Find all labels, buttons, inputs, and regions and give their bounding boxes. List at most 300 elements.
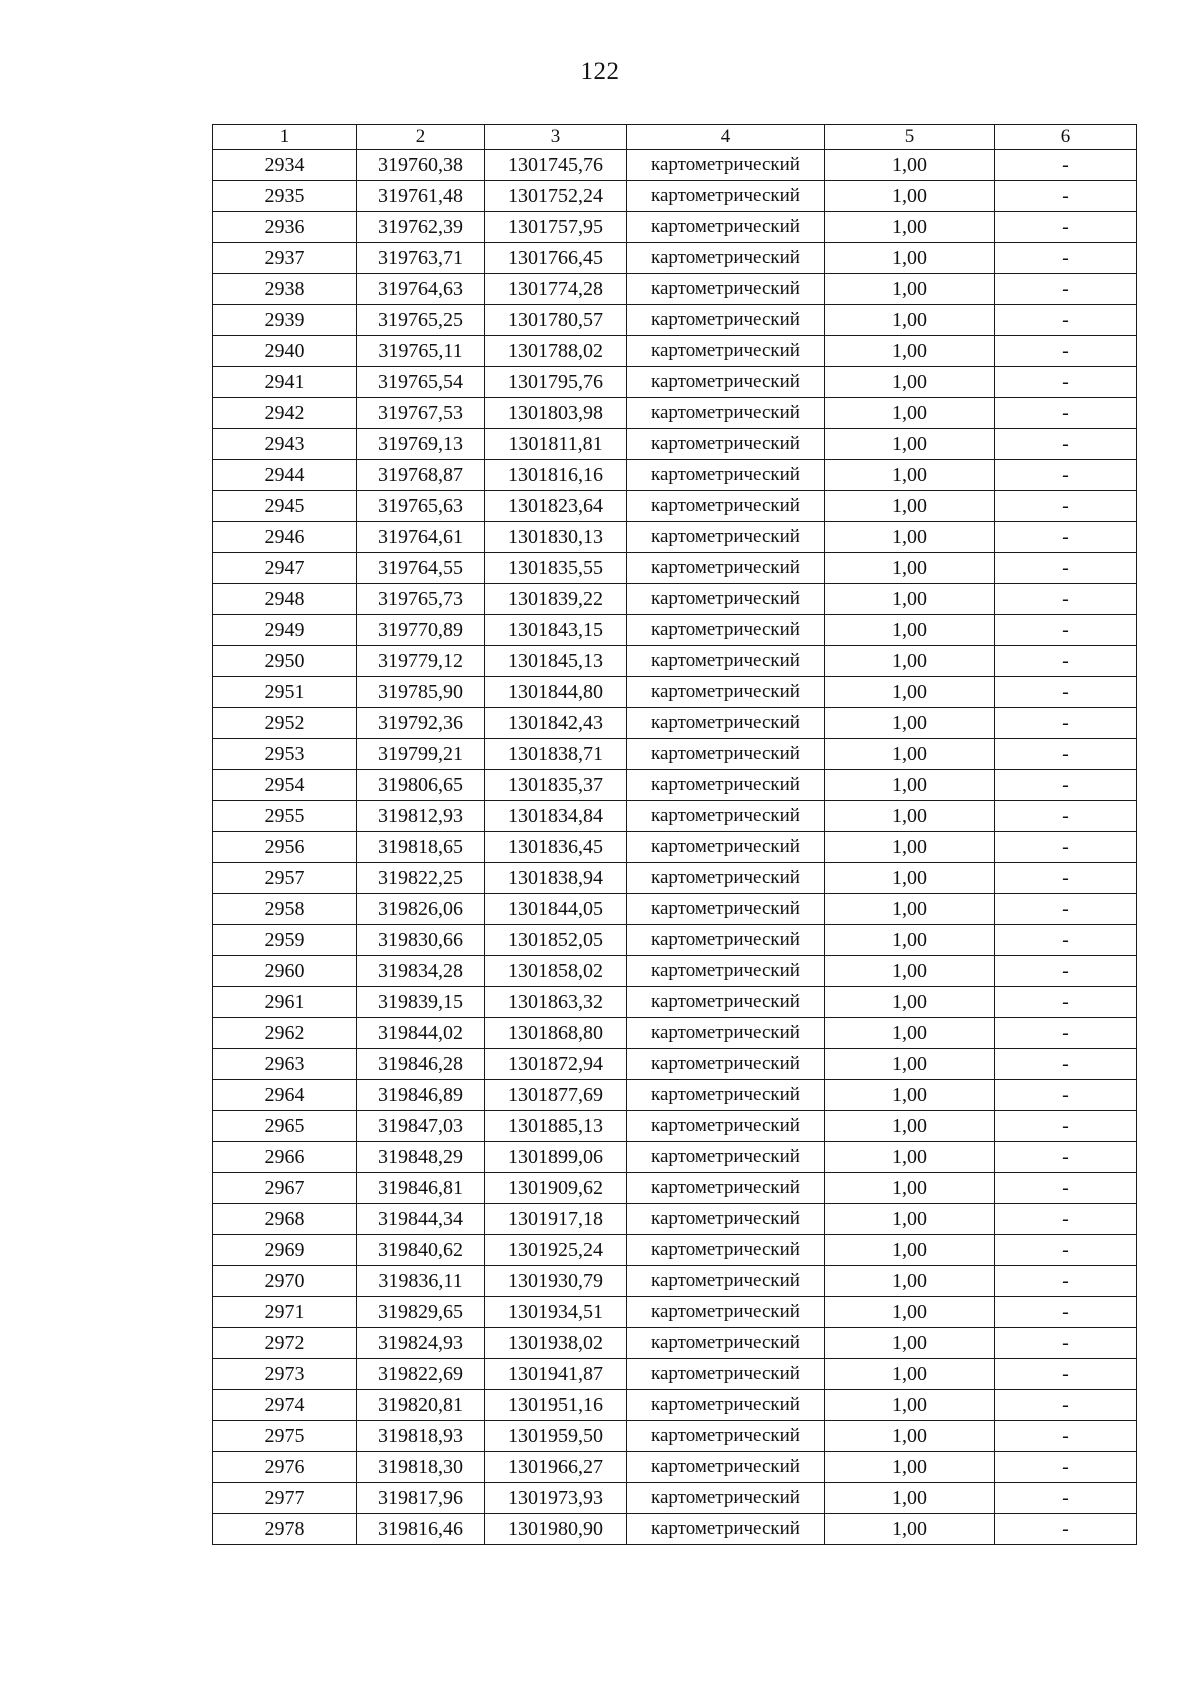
note-cell: - <box>995 925 1137 956</box>
x-coordinate-cell: 319799,21 <box>357 739 485 770</box>
point-number-cell: 2945 <box>213 491 357 522</box>
method-cell: картометрический <box>627 243 825 274</box>
method-cell: картометрический <box>627 646 825 677</box>
point-number-cell: 2949 <box>213 615 357 646</box>
point-number-cell: 2938 <box>213 274 357 305</box>
y-coordinate-cell: 1301938,02 <box>485 1328 627 1359</box>
method-cell: картометрический <box>627 398 825 429</box>
accuracy-cell: 1,00 <box>825 181 995 212</box>
point-number-cell: 2969 <box>213 1235 357 1266</box>
method-cell: картометрический <box>627 367 825 398</box>
accuracy-cell: 1,00 <box>825 987 995 1018</box>
point-number-cell: 2961 <box>213 987 357 1018</box>
accuracy-cell: 1,00 <box>825 1421 995 1452</box>
point-number-cell: 2956 <box>213 832 357 863</box>
method-cell: картометрический <box>627 863 825 894</box>
y-coordinate-cell: 1301863,32 <box>485 987 627 1018</box>
accuracy-cell: 1,00 <box>825 770 995 801</box>
note-cell: - <box>995 305 1137 336</box>
note-cell: - <box>995 677 1137 708</box>
table-row <box>213 553 1137 584</box>
accuracy-cell: 1,00 <box>825 1111 995 1142</box>
point-number-cell: 2963 <box>213 1049 357 1080</box>
note-cell: - <box>995 274 1137 305</box>
accuracy-cell: 1,00 <box>825 1514 995 1545</box>
table-row <box>213 274 1137 305</box>
accuracy-cell: 1,00 <box>825 1173 995 1204</box>
note-cell: - <box>995 212 1137 243</box>
x-coordinate-cell: 319762,39 <box>357 212 485 243</box>
x-coordinate-cell: 319765,73 <box>357 584 485 615</box>
accuracy-cell: 1,00 <box>825 615 995 646</box>
y-coordinate-cell: 1301766,45 <box>485 243 627 274</box>
x-coordinate-cell: 319770,89 <box>357 615 485 646</box>
note-cell: - <box>995 739 1137 770</box>
accuracy-cell: 1,00 <box>825 336 995 367</box>
point-number-cell: 2952 <box>213 708 357 739</box>
note-cell: - <box>995 863 1137 894</box>
note-cell: - <box>995 894 1137 925</box>
y-coordinate-cell: 1301752,24 <box>485 181 627 212</box>
point-number-cell: 2957 <box>213 863 357 894</box>
table-row <box>213 801 1137 832</box>
table-row <box>213 429 1137 460</box>
accuracy-cell: 1,00 <box>825 1049 995 1080</box>
accuracy-cell: 1,00 <box>825 1080 995 1111</box>
y-coordinate-cell: 1301959,50 <box>485 1421 627 1452</box>
point-number-cell: 2934 <box>213 150 357 181</box>
table-row <box>213 1204 1137 1235</box>
x-coordinate-cell: 319829,65 <box>357 1297 485 1328</box>
accuracy-cell: 1,00 <box>825 1018 995 1049</box>
method-cell: картометрический <box>627 460 825 491</box>
x-coordinate-cell: 319765,63 <box>357 491 485 522</box>
accuracy-cell: 1,00 <box>825 925 995 956</box>
table-row <box>213 1297 1137 1328</box>
x-coordinate-cell: 319844,34 <box>357 1204 485 1235</box>
y-coordinate-cell: 1301811,81 <box>485 429 627 460</box>
method-cell: картометрический <box>627 491 825 522</box>
x-coordinate-cell: 319836,11 <box>357 1266 485 1297</box>
table-row <box>213 956 1137 987</box>
note-cell: - <box>995 1111 1137 1142</box>
column-header-3: 3 <box>485 125 627 150</box>
x-coordinate-cell: 319806,65 <box>357 770 485 801</box>
x-coordinate-cell: 319818,30 <box>357 1452 485 1483</box>
x-coordinate-cell: 319824,93 <box>357 1328 485 1359</box>
note-cell: - <box>995 708 1137 739</box>
note-cell: - <box>995 181 1137 212</box>
note-cell: - <box>995 1080 1137 1111</box>
table-row <box>213 1359 1137 1390</box>
note-cell: - <box>995 1483 1137 1514</box>
y-coordinate-cell: 1301835,55 <box>485 553 627 584</box>
accuracy-cell: 1,00 <box>825 1235 995 1266</box>
x-coordinate-cell: 319765,54 <box>357 367 485 398</box>
x-coordinate-cell: 319817,96 <box>357 1483 485 1514</box>
x-coordinate-cell: 319764,61 <box>357 522 485 553</box>
accuracy-cell: 1,00 <box>825 429 995 460</box>
table-row <box>213 460 1137 491</box>
y-coordinate-cell: 1301838,94 <box>485 863 627 894</box>
column-header-2: 2 <box>357 125 485 150</box>
x-coordinate-cell: 319816,46 <box>357 1514 485 1545</box>
x-coordinate-cell: 319839,15 <box>357 987 485 1018</box>
table-row <box>213 522 1137 553</box>
y-coordinate-cell: 1301842,43 <box>485 708 627 739</box>
accuracy-cell: 1,00 <box>825 1204 995 1235</box>
note-cell: - <box>995 367 1137 398</box>
table-row <box>213 1049 1137 1080</box>
method-cell: картометрический <box>627 584 825 615</box>
x-coordinate-cell: 319820,81 <box>357 1390 485 1421</box>
table-row <box>213 336 1137 367</box>
y-coordinate-cell: 1301872,94 <box>485 1049 627 1080</box>
method-cell: картометрический <box>627 336 825 367</box>
accuracy-cell: 1,00 <box>825 739 995 770</box>
method-cell: картометрический <box>627 1111 825 1142</box>
point-number-cell: 2942 <box>213 398 357 429</box>
note-cell: - <box>995 770 1137 801</box>
method-cell: картометрический <box>627 212 825 243</box>
column-header-1: 1 <box>213 125 357 150</box>
point-number-cell: 2944 <box>213 460 357 491</box>
method-cell: картометрический <box>627 739 825 770</box>
note-cell: - <box>995 832 1137 863</box>
table-row <box>213 1390 1137 1421</box>
table-row <box>213 646 1137 677</box>
method-cell: картометрический <box>627 429 825 460</box>
y-coordinate-cell: 1301934,51 <box>485 1297 627 1328</box>
table-row <box>213 1142 1137 1173</box>
point-number-cell: 2971 <box>213 1297 357 1328</box>
y-coordinate-cell: 1301877,69 <box>485 1080 627 1111</box>
point-number-cell: 2954 <box>213 770 357 801</box>
accuracy-cell: 1,00 <box>825 1142 995 1173</box>
table-row <box>213 305 1137 336</box>
y-coordinate-cell: 1301835,37 <box>485 770 627 801</box>
note-cell: - <box>995 460 1137 491</box>
x-coordinate-cell: 319826,06 <box>357 894 485 925</box>
note-cell: - <box>995 553 1137 584</box>
x-coordinate-cell: 319846,28 <box>357 1049 485 1080</box>
table-row <box>213 1080 1137 1111</box>
note-cell: - <box>995 1328 1137 1359</box>
point-number-cell: 2976 <box>213 1452 357 1483</box>
method-cell: картометрический <box>627 956 825 987</box>
point-number-cell: 2974 <box>213 1390 357 1421</box>
table-row <box>213 677 1137 708</box>
point-number-cell: 2958 <box>213 894 357 925</box>
y-coordinate-cell: 1301830,13 <box>485 522 627 553</box>
x-coordinate-cell: 319846,81 <box>357 1173 485 1204</box>
point-number-cell: 2972 <box>213 1328 357 1359</box>
note-cell: - <box>995 1142 1137 1173</box>
note-cell: - <box>995 646 1137 677</box>
point-number-cell: 2973 <box>213 1359 357 1390</box>
y-coordinate-cell: 1301930,79 <box>485 1266 627 1297</box>
x-coordinate-cell: 319822,69 <box>357 1359 485 1390</box>
point-number-cell: 2966 <box>213 1142 357 1173</box>
x-coordinate-cell: 319818,65 <box>357 832 485 863</box>
table-row <box>213 491 1137 522</box>
table-row <box>213 1483 1137 1514</box>
y-coordinate-cell: 1301834,84 <box>485 801 627 832</box>
note-cell: - <box>995 1452 1137 1483</box>
note-cell: - <box>995 1173 1137 1204</box>
note-cell: - <box>995 336 1137 367</box>
accuracy-cell: 1,00 <box>825 150 995 181</box>
point-number-cell: 2967 <box>213 1173 357 1204</box>
point-number-cell: 2950 <box>213 646 357 677</box>
point-number-cell: 2962 <box>213 1018 357 1049</box>
y-coordinate-cell: 1301843,15 <box>485 615 627 646</box>
point-number-cell: 2960 <box>213 956 357 987</box>
point-number-cell: 2946 <box>213 522 357 553</box>
accuracy-cell: 1,00 <box>825 274 995 305</box>
accuracy-cell: 1,00 <box>825 305 995 336</box>
note-cell: - <box>995 491 1137 522</box>
accuracy-cell: 1,00 <box>825 646 995 677</box>
x-coordinate-cell: 319764,63 <box>357 274 485 305</box>
table-row <box>213 1018 1137 1049</box>
point-number-cell: 2939 <box>213 305 357 336</box>
y-coordinate-cell: 1301823,64 <box>485 491 627 522</box>
x-coordinate-cell: 319769,13 <box>357 429 485 460</box>
accuracy-cell: 1,00 <box>825 460 995 491</box>
accuracy-cell: 1,00 <box>825 1452 995 1483</box>
x-coordinate-cell: 319760,38 <box>357 150 485 181</box>
table-row <box>213 708 1137 739</box>
table-row <box>213 1173 1137 1204</box>
table-row <box>213 367 1137 398</box>
y-coordinate-cell: 1301868,80 <box>485 1018 627 1049</box>
point-number-cell: 2948 <box>213 584 357 615</box>
point-number-cell: 2936 <box>213 212 357 243</box>
method-cell: картометрический <box>627 832 825 863</box>
y-coordinate-cell: 1301795,76 <box>485 367 627 398</box>
note-cell: - <box>995 1297 1137 1328</box>
y-coordinate-cell: 1301966,27 <box>485 1452 627 1483</box>
y-coordinate-cell: 1301839,22 <box>485 584 627 615</box>
method-cell: картометрический <box>627 1235 825 1266</box>
accuracy-cell: 1,00 <box>825 1483 995 1514</box>
x-coordinate-cell: 319848,29 <box>357 1142 485 1173</box>
note-cell: - <box>995 956 1137 987</box>
accuracy-cell: 1,00 <box>825 491 995 522</box>
x-coordinate-cell: 319779,12 <box>357 646 485 677</box>
accuracy-cell: 1,00 <box>825 832 995 863</box>
table-row <box>213 1111 1137 1142</box>
x-coordinate-cell: 319765,25 <box>357 305 485 336</box>
column-header-5: 5 <box>825 125 995 150</box>
y-coordinate-cell: 1301788,02 <box>485 336 627 367</box>
x-coordinate-cell: 319830,66 <box>357 925 485 956</box>
method-cell: картометрический <box>627 181 825 212</box>
method-cell: картометрический <box>627 1266 825 1297</box>
header-row <box>213 125 1137 150</box>
point-number-cell: 2978 <box>213 1514 357 1545</box>
y-coordinate-cell: 1301925,24 <box>485 1235 627 1266</box>
method-cell: картометрический <box>627 1204 825 1235</box>
y-coordinate-cell: 1301745,76 <box>485 150 627 181</box>
method-cell: картометрический <box>627 1483 825 1514</box>
x-coordinate-cell: 319792,36 <box>357 708 485 739</box>
table-row <box>213 584 1137 615</box>
point-number-cell: 2953 <box>213 739 357 770</box>
y-coordinate-cell: 1301816,16 <box>485 460 627 491</box>
y-coordinate-cell: 1301845,13 <box>485 646 627 677</box>
note-cell: - <box>995 1421 1137 1452</box>
accuracy-cell: 1,00 <box>825 677 995 708</box>
point-number-cell: 2935 <box>213 181 357 212</box>
table-row <box>213 739 1137 770</box>
accuracy-cell: 1,00 <box>825 398 995 429</box>
point-number-cell: 2975 <box>213 1421 357 1452</box>
point-number-cell: 2943 <box>213 429 357 460</box>
method-cell: картометрический <box>627 677 825 708</box>
y-coordinate-cell: 1301858,02 <box>485 956 627 987</box>
accuracy-cell: 1,00 <box>825 584 995 615</box>
accuracy-cell: 1,00 <box>825 1328 995 1359</box>
note-cell: - <box>995 1266 1137 1297</box>
x-coordinate-cell: 319768,87 <box>357 460 485 491</box>
y-coordinate-cell: 1301973,93 <box>485 1483 627 1514</box>
table-header <box>213 125 1137 150</box>
point-number-cell: 2940 <box>213 336 357 367</box>
accuracy-cell: 1,00 <box>825 801 995 832</box>
y-coordinate-cell: 1301836,45 <box>485 832 627 863</box>
accuracy-cell: 1,00 <box>825 212 995 243</box>
method-cell: картометрический <box>627 770 825 801</box>
table-row <box>213 1421 1137 1452</box>
method-cell: картометрический <box>627 553 825 584</box>
accuracy-cell: 1,00 <box>825 1359 995 1390</box>
y-coordinate-cell: 1301844,80 <box>485 677 627 708</box>
note-cell: - <box>995 801 1137 832</box>
note-cell: - <box>995 398 1137 429</box>
method-cell: картометрический <box>627 1359 825 1390</box>
method-cell: картометрический <box>627 1080 825 1111</box>
table-row <box>213 770 1137 801</box>
method-cell: картометрический <box>627 150 825 181</box>
y-coordinate-cell: 1301852,05 <box>485 925 627 956</box>
table-row <box>213 894 1137 925</box>
method-cell: картометрический <box>627 615 825 646</box>
note-cell: - <box>995 1204 1137 1235</box>
y-coordinate-cell: 1301917,18 <box>485 1204 627 1235</box>
table-row <box>213 1328 1137 1359</box>
point-number-cell: 2955 <box>213 801 357 832</box>
point-number-cell: 2964 <box>213 1080 357 1111</box>
table-row <box>213 243 1137 274</box>
method-cell: картометрический <box>627 305 825 336</box>
accuracy-cell: 1,00 <box>825 522 995 553</box>
y-coordinate-cell: 1301757,95 <box>485 212 627 243</box>
point-number-cell: 2977 <box>213 1483 357 1514</box>
x-coordinate-cell: 319767,53 <box>357 398 485 429</box>
method-cell: картометрический <box>627 1421 825 1452</box>
accuracy-cell: 1,00 <box>825 708 995 739</box>
table-row <box>213 1452 1137 1483</box>
note-cell: - <box>995 615 1137 646</box>
x-coordinate-cell: 319763,71 <box>357 243 485 274</box>
method-cell: картометрический <box>627 1142 825 1173</box>
table-row <box>213 398 1137 429</box>
method-cell: картометрический <box>627 522 825 553</box>
coordinates-table <box>212 124 1137 1545</box>
y-coordinate-cell: 1301909,62 <box>485 1173 627 1204</box>
method-cell: картометрический <box>627 1452 825 1483</box>
x-coordinate-cell: 319822,25 <box>357 863 485 894</box>
method-cell: картометрический <box>627 1514 825 1545</box>
note-cell: - <box>995 522 1137 553</box>
column-header-6: 6 <box>995 125 1137 150</box>
accuracy-cell: 1,00 <box>825 367 995 398</box>
note-cell: - <box>995 1018 1137 1049</box>
method-cell: картометрический <box>627 987 825 1018</box>
y-coordinate-cell: 1301885,13 <box>485 1111 627 1142</box>
method-cell: картометрический <box>627 1049 825 1080</box>
point-number-cell: 2970 <box>213 1266 357 1297</box>
y-coordinate-cell: 1301838,71 <box>485 739 627 770</box>
method-cell: картометрический <box>627 1297 825 1328</box>
point-number-cell: 2937 <box>213 243 357 274</box>
method-cell: картометрический <box>627 801 825 832</box>
note-cell: - <box>995 584 1137 615</box>
table-row <box>213 832 1137 863</box>
page-number: 122 <box>580 58 620 85</box>
x-coordinate-cell: 319818,93 <box>357 1421 485 1452</box>
y-coordinate-cell: 1301941,87 <box>485 1359 627 1390</box>
note-cell: - <box>995 1390 1137 1421</box>
point-number-cell: 2947 <box>213 553 357 584</box>
table-row <box>213 925 1137 956</box>
note-cell: - <box>995 987 1137 1018</box>
table-row <box>213 863 1137 894</box>
table-row <box>213 1266 1137 1297</box>
table-row <box>213 615 1137 646</box>
y-coordinate-cell: 1301774,28 <box>485 274 627 305</box>
note-cell: - <box>995 1235 1137 1266</box>
accuracy-cell: 1,00 <box>825 1390 995 1421</box>
y-coordinate-cell: 1301844,05 <box>485 894 627 925</box>
y-coordinate-cell: 1301980,90 <box>485 1514 627 1545</box>
accuracy-cell: 1,00 <box>825 243 995 274</box>
note-cell: - <box>995 1359 1137 1390</box>
point-number-cell: 2965 <box>213 1111 357 1142</box>
x-coordinate-cell: 319847,03 <box>357 1111 485 1142</box>
method-cell: картометрический <box>627 925 825 956</box>
method-cell: картометрический <box>627 708 825 739</box>
x-coordinate-cell: 319834,28 <box>357 956 485 987</box>
x-coordinate-cell: 319765,11 <box>357 336 485 367</box>
y-coordinate-cell: 1301899,06 <box>485 1142 627 1173</box>
x-coordinate-cell: 319761,48 <box>357 181 485 212</box>
column-header-4: 4 <box>627 125 825 150</box>
table-row <box>213 181 1137 212</box>
table-row <box>213 1514 1137 1545</box>
y-coordinate-cell: 1301780,57 <box>485 305 627 336</box>
method-cell: картометрический <box>627 274 825 305</box>
note-cell: - <box>995 150 1137 181</box>
x-coordinate-cell: 319844,02 <box>357 1018 485 1049</box>
table-row <box>213 212 1137 243</box>
note-cell: - <box>995 243 1137 274</box>
accuracy-cell: 1,00 <box>825 894 995 925</box>
x-coordinate-cell: 319846,89 <box>357 1080 485 1111</box>
note-cell: - <box>995 1514 1137 1545</box>
